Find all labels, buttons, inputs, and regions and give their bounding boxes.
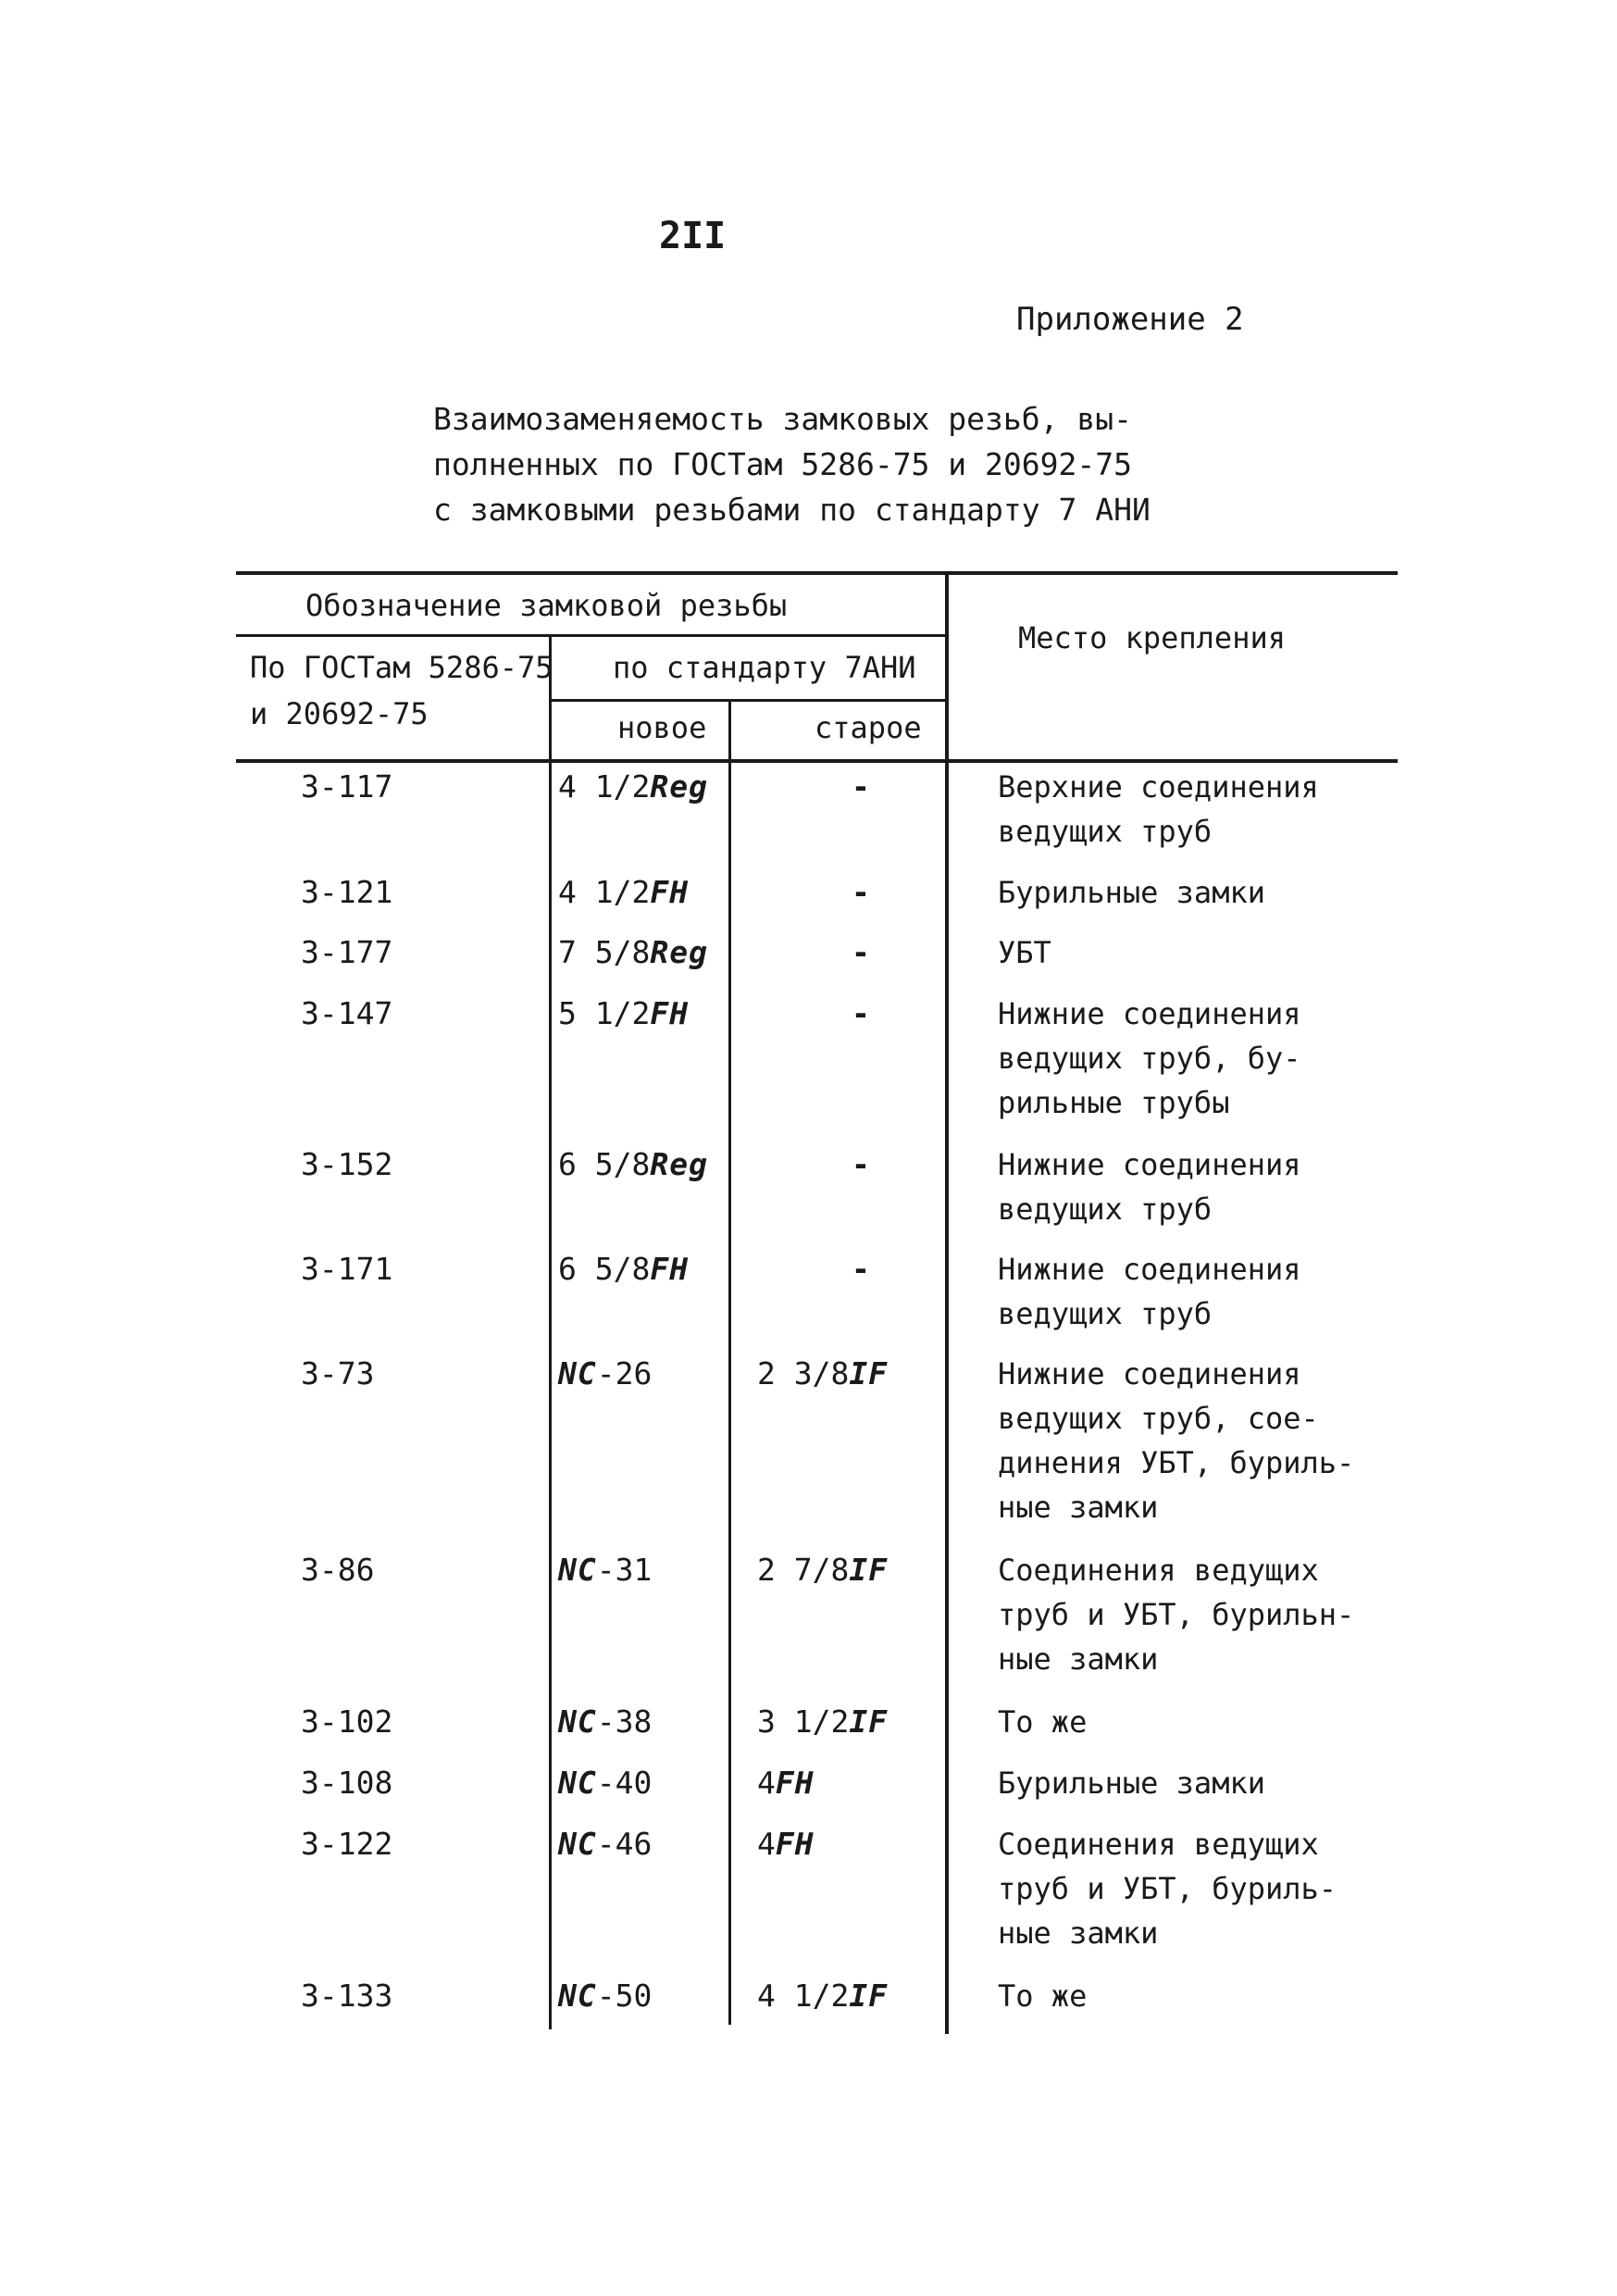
thread-code: NC bbox=[558, 1703, 597, 1740]
appendix-label: Приложение 2 bbox=[1016, 301, 1244, 338]
gost-designation: З-147 bbox=[301, 995, 393, 1031]
old-designation bbox=[757, 1822, 815, 1866]
new-designation bbox=[558, 1247, 689, 1292]
header-gost-line1: По ГОСТам 5286-75 bbox=[250, 650, 554, 685]
new-designation bbox=[558, 1761, 652, 1805]
gost-designation: З-171 bbox=[301, 1251, 393, 1287]
gost-designation: З-133 bbox=[301, 1978, 393, 2014]
thread-size: -38 bbox=[596, 1703, 653, 1740]
header-rule-designation bbox=[236, 634, 947, 637]
gost-designation: З-108 bbox=[301, 1765, 393, 1801]
header-bottom-rule bbox=[236, 759, 1398, 763]
thread-size: 4 1/2 bbox=[757, 1978, 850, 2014]
location-line: Нижние соединения bbox=[998, 1147, 1301, 1182]
old-designation-empty: - bbox=[852, 768, 870, 805]
old-designation-empty: - bbox=[852, 934, 870, 970]
location-line: рильные трубы bbox=[998, 1085, 1230, 1120]
location-line: Бурильные замки bbox=[998, 1766, 1265, 1801]
old-designation bbox=[757, 1700, 888, 1744]
thread-size: -46 bbox=[596, 1826, 653, 1862]
thread-size: 6 5/8 bbox=[558, 1146, 651, 1182]
new-designation bbox=[558, 930, 708, 975]
location-line: динения УБТ, буриль- bbox=[998, 1445, 1355, 1480]
divider-new-old bbox=[728, 701, 731, 2025]
new-designation bbox=[558, 870, 689, 915]
header-designation: Обозначение замковой резьбы bbox=[305, 588, 788, 623]
thread-size: 4 1/2 bbox=[558, 874, 651, 910]
thread-code: Reg bbox=[650, 768, 708, 805]
thread-code: IF bbox=[849, 1355, 889, 1391]
old-designation-empty: - bbox=[852, 1146, 870, 1182]
location-line: То же bbox=[998, 1978, 1088, 2014]
old-designation-empty: - bbox=[852, 1251, 870, 1287]
location-line: Нижние соединения bbox=[998, 1356, 1301, 1391]
old-designation bbox=[757, 1548, 888, 1592]
thread-size: 2 7/8 bbox=[757, 1552, 850, 1588]
header-rule-std bbox=[552, 699, 947, 702]
table-title bbox=[433, 396, 1151, 532]
thread-code: FH bbox=[775, 1765, 815, 1801]
new-designation bbox=[558, 992, 689, 1036]
header-old: старое bbox=[815, 710, 922, 745]
location-line: ведущих труб bbox=[998, 814, 1213, 849]
header-new: новое bbox=[617, 710, 707, 745]
header-location: Место крепления bbox=[1018, 620, 1286, 655]
location-line: ные замки bbox=[998, 1490, 1159, 1525]
gost-designation: З-117 bbox=[301, 768, 393, 805]
thread-code: FH bbox=[650, 1251, 690, 1287]
old-designation bbox=[757, 1352, 888, 1396]
old-designation-empty: - bbox=[852, 874, 870, 910]
thread-code: NC bbox=[558, 1978, 597, 2014]
thread-size: 3 1/2 bbox=[757, 1703, 850, 1740]
thread-code: NC bbox=[558, 1355, 597, 1391]
gost-designation: З-152 bbox=[301, 1146, 393, 1182]
thread-code: FH bbox=[650, 874, 690, 910]
thread-size: 5 1/2 bbox=[558, 995, 651, 1031]
thread-size: 4 bbox=[757, 1826, 776, 1862]
new-designation bbox=[558, 1548, 652, 1592]
location-line: УБТ bbox=[998, 935, 1051, 970]
gost-designation: З-73 bbox=[301, 1355, 375, 1391]
thread-code: NC bbox=[558, 1552, 597, 1588]
location-line: ведущих труб bbox=[998, 1296, 1213, 1331]
old-designation bbox=[757, 1761, 815, 1805]
location-line: Соединения ведущих bbox=[998, 1553, 1319, 1588]
thread-code: FH bbox=[650, 995, 690, 1031]
thread-size: 4 1/2 bbox=[558, 768, 651, 805]
thread-code: IF bbox=[849, 1703, 889, 1740]
location-line: ные замки bbox=[998, 1915, 1159, 1951]
thread-code: IF bbox=[849, 1552, 889, 1588]
thread-code: Reg bbox=[650, 1146, 708, 1182]
thread-code: Reg bbox=[650, 934, 708, 970]
thread-code: IF bbox=[849, 1978, 889, 2014]
gost-designation: З-102 bbox=[301, 1703, 393, 1740]
new-designation bbox=[558, 1700, 652, 1744]
thread-size: 2 3/8 bbox=[757, 1355, 850, 1391]
location-line: труб и УБТ, бурильн- bbox=[998, 1597, 1355, 1632]
thread-size: 7 5/8 bbox=[558, 934, 651, 970]
page-number: 2II bbox=[659, 215, 727, 257]
gost-designation: З-122 bbox=[301, 1826, 393, 1862]
title-line: с замковыми резьбами по стандарту 7 АНИ bbox=[433, 492, 1151, 528]
location-line: ные замки bbox=[998, 1641, 1159, 1677]
thread-size: -26 bbox=[596, 1355, 653, 1391]
location-line: ведущих труб bbox=[998, 1192, 1213, 1227]
divider-gost bbox=[549, 636, 552, 2029]
location-line: Соединения ведущих bbox=[998, 1827, 1319, 1862]
new-designation bbox=[558, 765, 708, 809]
old-designation bbox=[757, 1974, 888, 2018]
table-top-rule bbox=[236, 571, 1398, 575]
thread-size: 6 5/8 bbox=[558, 1251, 651, 1287]
thread-size: -31 bbox=[596, 1552, 653, 1588]
new-designation bbox=[558, 1974, 652, 2018]
gost-designation: З-86 bbox=[301, 1552, 375, 1588]
location-line: Нижние соединения bbox=[998, 996, 1301, 1031]
thread-size: 4 bbox=[757, 1765, 776, 1801]
new-designation bbox=[558, 1142, 708, 1187]
divider-location bbox=[945, 573, 949, 2034]
title-line: Взаимозаменяемость замковых резьб, вы- bbox=[433, 401, 1132, 437]
header-gost-line2: и 20692-75 bbox=[250, 696, 429, 731]
header-api-std: по стандарту 7АНИ bbox=[613, 650, 916, 685]
location-line: труб и УБТ, буриль- bbox=[998, 1871, 1337, 1906]
location-line: Верхние соединения bbox=[998, 769, 1319, 805]
location-line: То же bbox=[998, 1704, 1088, 1740]
gost-designation: З-121 bbox=[301, 874, 393, 910]
new-designation bbox=[558, 1352, 652, 1396]
thread-code: FH bbox=[775, 1826, 815, 1862]
location-line: Бурильные замки bbox=[998, 875, 1265, 910]
title-line: полненных по ГОСТам 5286-75 и 20692-75 bbox=[433, 446, 1132, 482]
location-line: ведущих труб, сое- bbox=[998, 1401, 1319, 1436]
gost-designation: З-177 bbox=[301, 934, 393, 970]
thread-code: NC bbox=[558, 1826, 597, 1862]
thread-code: NC bbox=[558, 1765, 597, 1801]
location-line: Нижние соединения bbox=[998, 1252, 1301, 1287]
location-line: ведущих труб, бу- bbox=[998, 1041, 1301, 1076]
old-designation-empty: - bbox=[852, 995, 870, 1031]
thread-size: -40 bbox=[596, 1765, 653, 1801]
new-designation bbox=[558, 1822, 652, 1866]
thread-size: -50 bbox=[596, 1978, 653, 2014]
